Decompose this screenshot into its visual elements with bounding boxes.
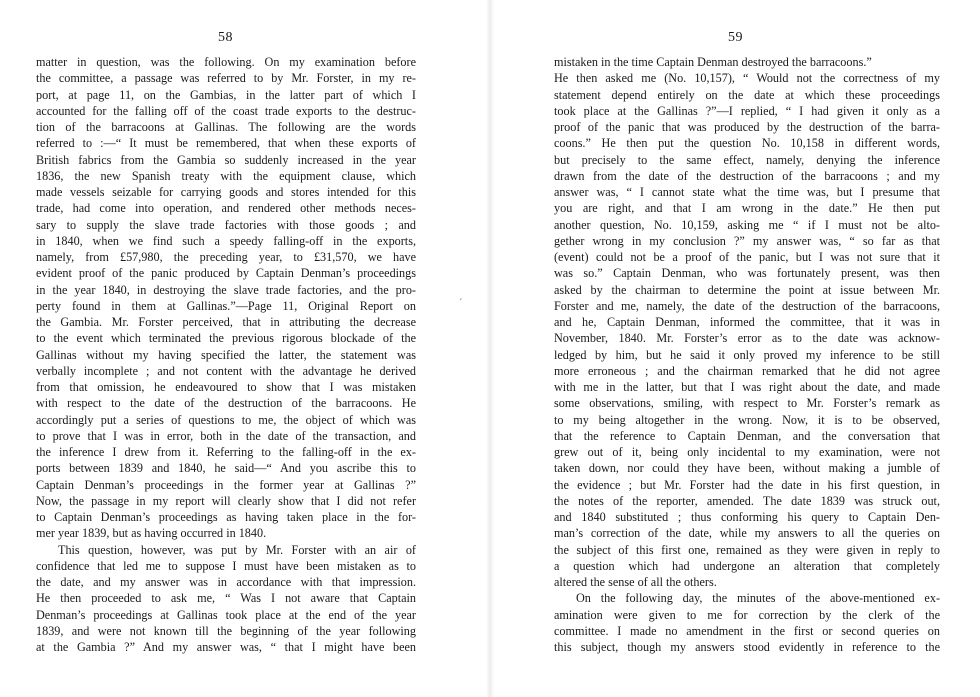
text-line: coons.” He then put the question No. 10,158 in different words,	[554, 136, 940, 151]
text-line: Denman’s proceedings at Gallinas took place at the end of the year	[36, 607, 416, 622]
text-line: matter in question, was the following. On my examination before	[36, 55, 416, 69]
text-line: verbally incomplete ; and not content with the advantage he derived	[36, 363, 416, 378]
text-line: at the Gambia ?” And my answer was, “ that I might have been	[36, 640, 416, 654]
text-line: asked by the chairman to determine the point at issue between Mr.	[554, 282, 940, 297]
right-page-number: 59	[728, 30, 743, 45]
text-line: Now, the passage in my report will clearly show that I did not refer	[36, 493, 416, 508]
text-line: accordingly put a series of questions to me, the object of which was	[36, 412, 416, 427]
text-line: altered the sense of all the others.	[554, 575, 717, 589]
text-line: evident proof of the panic produced by Captain Denman’s proceedings	[36, 266, 416, 281]
text-line: the notes of the reporter, amended. The date 1839 was struck out,	[554, 493, 940, 508]
text-line: more erroneous ; and the chairman remarked that he did not agree	[554, 363, 940, 378]
text-line: perty found in them at Gallinas.”—Page 11, Original Report on	[36, 298, 416, 313]
right-page	[490, 0, 980, 697]
text-line: from that omission, he endeavoured to show that I was mistaken	[36, 380, 416, 394]
text-line: that the reference to Captain Denman, and the conversation that	[554, 428, 940, 443]
text-line: mer year 1839, but as having occurred in 1840.	[36, 526, 267, 541]
text-line: trade, had come into operation, and rendered other methods neces-	[36, 201, 416, 216]
text-line: another question, No. 10,159, asking me “ if I must not be alto-	[554, 217, 940, 232]
text-line: amination were given to me for correction by the clerk of the	[554, 607, 940, 622]
text-line: On the following day, the minutes of the above-mentioned ex-	[576, 591, 940, 606]
text-line: This question, however, was put by Mr. Forster with an air of	[58, 542, 416, 557]
text-line: namely, from £57,980, the preceding year, to £31,570, we have	[36, 250, 416, 264]
text-line: gether wrong in my conclusion ?” my answer was, “ so far as that	[554, 233, 940, 248]
text-line: to prove that I was in error, both in the date of the transaction, and	[36, 428, 416, 443]
text-line: a question which had undergone an alteration that completely	[554, 558, 940, 573]
text-line: ledged by him, but he said it only proved my inference to be still	[554, 347, 940, 362]
text-line: with respect to the date of the destruction of the barracoons. He	[36, 396, 416, 411]
left-page-number: 58	[218, 30, 233, 45]
text-line: the subject of this first one, remained as they were given in reply to	[554, 542, 940, 557]
left-page-body	[36, 54, 416, 655]
text-line: the evidence ; but Mr. Forster had the date in his first question, in	[554, 477, 940, 492]
text-line: to the event which terminated the previous rigorous blockade of the	[36, 331, 416, 346]
text-line: in the year 1840, in destroying the slave trade factories, and the pro-	[36, 282, 416, 297]
text-line: mistaken in the time Captain Denman destroyed the barracoons.”	[554, 55, 872, 69]
text-line: this subject, though my answers stood evidently in reference to the	[554, 640, 940, 654]
text-line: Forster and me, namely, the date of the destruction of the barracoons,	[554, 298, 940, 313]
text-line: and he, Captain Denman, informed the committee, that it was in	[554, 315, 940, 329]
text-line: the inference I drew from it. Referring to the falling-off in the ex-	[36, 445, 416, 459]
text-line: made vessels seizable for carrying goods and stores intended for this	[36, 185, 416, 199]
text-line: proof of the panic that was produced by the destruction of the barra-	[554, 120, 940, 134]
text-line: drawn from the date of the destruction of the barracoons ; and my	[554, 168, 940, 183]
text-line: answer was, “ I cannot state what the time was, but I presume that	[554, 185, 940, 199]
text-line: confidence that led me to suppose I must have been mistaken as to	[36, 558, 416, 573]
text-line: the committee, a passage was referred to by Mr. Forster, in my re-	[36, 71, 416, 86]
text-line: Captain Denman’s proceedings in the former year at Gallinas ?”	[36, 477, 416, 492]
text-line: in 1840, when we find such a speedy falling-off in the exports,	[36, 233, 416, 248]
text-line: referred to :—“ It must be remembered, that when these exports of	[36, 136, 416, 151]
text-line: took place at the Gallinas ?”—I replied, “ I had given it only as a	[554, 103, 940, 118]
text-line: but precisely to the same effect, namely, denying the inference	[554, 152, 940, 167]
text-line: you are right, and that I am wrong in the date.” He then put	[554, 201, 940, 216]
text-line: Gallinas without my having specified the latter, the statement was	[36, 347, 416, 362]
text-line: tion of the barracoons at Gallinas. The following are the words	[36, 120, 416, 134]
text-line: He then asked me (No. 10,157), “ Would not the correctness of my	[554, 71, 940, 86]
right-page-body	[554, 54, 940, 655]
text-line: (event) could not be a proof of the panic, but I was not sure that it	[554, 250, 940, 264]
text-line: November, 1840. Mr. Forster’s error as to the date was acknow-	[554, 331, 940, 346]
text-line: 1836, the new Spanish treaty with the equipment clause, which	[36, 168, 416, 183]
text-line: 1839, and were not known till the beginning of the year following	[36, 623, 416, 638]
text-line: with me in the latter, but that I was right about the date, and made	[554, 380, 940, 394]
text-line: committee. I made no amendment in the first or second queries on	[554, 623, 940, 638]
text-line: grew out of it, being only incidental to my examination, were not	[554, 445, 940, 459]
text-line: the Gambia. Mr. Forster perceived, that in attributing the decrease	[36, 315, 416, 329]
text-line: British fabrics from the Gambia so suddenly increased in the year	[36, 152, 416, 167]
text-line: ports between 1839 and 1840, he said—“ And you ascribe this to	[36, 461, 416, 476]
text-line: He then proceeded to ask me, “ Was I not aware that Captain	[36, 591, 416, 606]
text-line: accounted for the falling off of the coast trade exports to the destruc-	[36, 103, 416, 118]
text-line: sary to supply the slave trade factories with those goods ; and	[36, 217, 416, 232]
text-line: and 1840 substituted ; thus conforming his query to Captain Den-	[554, 510, 940, 524]
text-line: man’s correction of the date, while my answers to all the queries on	[554, 526, 940, 541]
margin-mark: ´	[459, 298, 463, 309]
text-line: the date, and my answer was in accordance with that impression.	[36, 575, 416, 589]
text-line: taken down, nor could they have been, without making a jumble of	[554, 461, 940, 476]
text-line: to Captain Denman’s proceedings as having taken place in the for-	[36, 510, 416, 524]
text-line: to my being altogether in the wrong. Now, it is to be observed,	[554, 412, 940, 427]
text-line: port, at page 11, on the Gambias, in the latter part of which I	[36, 87, 416, 102]
text-line: some observations, smiling, with respect to Mr. Forster’s remark as	[554, 396, 940, 411]
text-line: statement depend entirely on the date at which these proceedings	[554, 87, 940, 102]
text-line: was so.” Captain Denman, who was fortunately present, was then	[554, 266, 940, 281]
